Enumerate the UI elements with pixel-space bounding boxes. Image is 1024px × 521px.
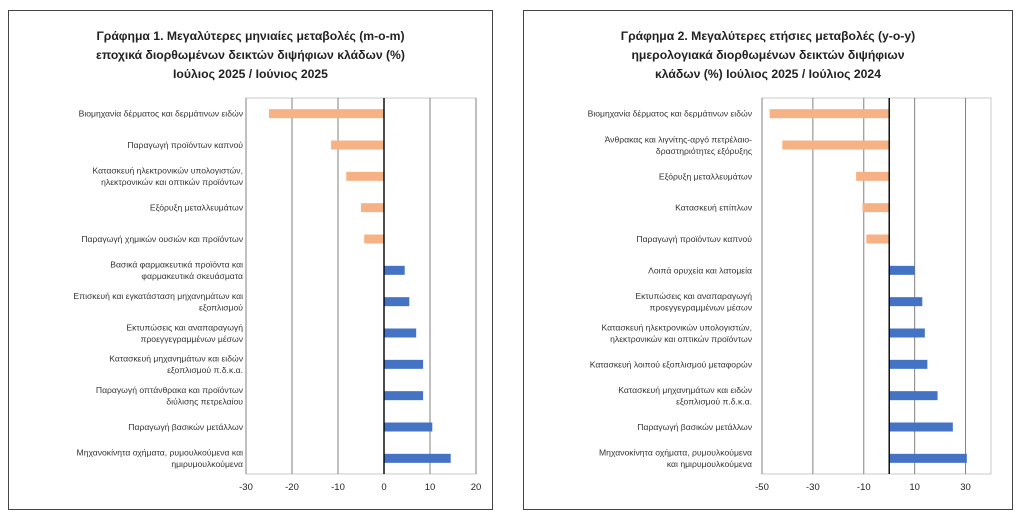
x-tick-label: -30 (239, 482, 253, 493)
x-tick-label: 30 (960, 482, 971, 493)
category-label-line: ημιρυμουλκούμενα (171, 459, 243, 470)
category-label-line: φαρμακευτικά σκευάσματα (141, 271, 243, 282)
category-label (110, 260, 243, 282)
bar (889, 266, 914, 275)
category-label-line: διύλισης πετρελαίου (166, 396, 243, 407)
category-label (128, 422, 243, 432)
chart-2-title-line: Γράφημα 2. Μεγαλύτερες ετήσιες μεταβολές (y-o-y) (620, 29, 916, 43)
category-label (605, 134, 753, 156)
category-label (96, 385, 243, 407)
category-label (637, 422, 752, 432)
category-label-line: Εκτυπώσεις και αναπαραγωγή (126, 322, 243, 333)
category-label (81, 234, 243, 244)
category-label-line: Κατασκευή λοιπού εξοπλισμού μεταφορών (589, 359, 752, 370)
category-label-line: Εξόρυξη μεταλλευμάτων (149, 202, 243, 213)
bar (889, 329, 925, 338)
category-label-line: Κατασκευή ηλεκτρονικών υπολογιστών, (601, 322, 752, 333)
category-label-line: Παραγωγή οπτάνθρακα και προϊόντων (95, 384, 243, 395)
bar (346, 172, 384, 181)
category-label-line: Κατασκευή επίπλων (675, 202, 752, 213)
category-label-line: Μηχανοκίνητα οχήματα, ρυμουλκούμενα (599, 447, 752, 458)
category-label-line: εξοπλισμού π.δ.κ.α. (167, 365, 243, 376)
bar (889, 391, 937, 400)
x-tick-label: -10 (331, 482, 345, 493)
category-label-line: Κατασκευή μηχανημάτων και ειδών (618, 384, 752, 395)
category-label (150, 203, 243, 213)
bar (889, 423, 953, 432)
bar (331, 141, 384, 150)
plot-area (762, 98, 991, 474)
x-tick-label: -10 (856, 482, 871, 493)
category-label-line: εξοπλισμού (199, 302, 243, 313)
bar (770, 109, 890, 118)
category-label-line: Εξόρυξη μεταλλευμάτων (658, 171, 752, 182)
bar (384, 360, 423, 369)
x-tick-label: -30 (806, 482, 820, 493)
bar (866, 235, 889, 244)
bar (384, 266, 405, 275)
category-label (636, 234, 752, 244)
category-label-line: Βασικά φαρμακευτικά προϊόντα και (110, 259, 243, 270)
x-tick-label: 10 (424, 482, 436, 493)
bar (856, 172, 889, 181)
category-label (648, 265, 752, 275)
category-label-line: Κατασκευή μηχανημάτων και ειδών (109, 353, 243, 364)
category-label-line: εξοπλισμού π.δ.κ.α. (676, 396, 752, 407)
bar (384, 329, 416, 338)
category-label (635, 291, 752, 313)
category-label (79, 109, 243, 119)
plot-area (246, 98, 476, 474)
category-label-line: Εκτυπώσεις και αναπαραγωγή (635, 290, 752, 301)
category-label-line: Παραγωγή προϊόντων καπνού (127, 140, 243, 150)
category-label (599, 448, 752, 470)
category-label-line: και ημιρυμουλκούμενα (666, 459, 752, 470)
bar (889, 297, 922, 306)
category-label-line: προεγγεγραμμένων μέσων (649, 302, 752, 313)
category-label-line: Βιομηχανία δέρματος και δερμάτινων ειδών (78, 108, 243, 119)
category-label-line: Κατασκευή ηλεκτρονικών υπολογιστών, (92, 165, 243, 176)
category-label-line: Παραγωγή βασικών μετάλλων (128, 422, 243, 432)
bar (364, 235, 384, 244)
chart-panel-1 (8, 10, 493, 510)
x-tick-label: 10 (909, 482, 920, 493)
category-label-line: Επισκευή και εγκατάσταση μηχανημάτων και (73, 290, 243, 301)
category-label (126, 322, 243, 344)
category-label (618, 385, 752, 407)
category-label-line: Παραγωγή προϊόντων καπνού (636, 234, 752, 244)
category-label (73, 291, 243, 313)
x-tick-label: -50 (755, 482, 769, 493)
bar (863, 203, 890, 212)
category-label (659, 171, 752, 181)
chart-1-plot (9, 11, 494, 511)
bar (384, 297, 409, 306)
chart-2-plot (524, 11, 1014, 511)
category-label (588, 109, 752, 119)
chart-1-title-line: εποχικά διορθωμένων δεικτών διψήφιων κλάδων (%) (96, 48, 405, 62)
category-label (127, 140, 243, 150)
bar (361, 203, 384, 212)
category-label (675, 203, 752, 213)
category-label-line: προεγγεγραμμένων μέσων (140, 333, 243, 344)
bar (384, 454, 451, 463)
category-label-line: ηλεκτρονικών και οπτικών προϊόντων (610, 333, 752, 344)
bar (269, 109, 384, 118)
chart-2-title-line: ημερολογιακά διορθωμένων δεικτών διψήφιων (631, 48, 905, 62)
x-tick-label: -20 (285, 482, 299, 493)
category-label (602, 322, 752, 344)
category-label-line: Λοιπά ορυχεία και λατομεία (648, 265, 752, 276)
bar (889, 360, 927, 369)
category-label (590, 359, 752, 369)
chart-1-title-line: Γράφημα 1. Μεγαλύτερες μηνιαίες μεταβολές (m-o-m) (96, 29, 405, 43)
category-label-line: Παραγωγή βασικών μετάλλων (637, 422, 752, 432)
category-label-line: ηλεκτρονικών και οπτικών προϊόντων (101, 177, 243, 188)
category-label (109, 354, 243, 376)
chart-1-title-line: Ιούλιος 2025 / Ιούνιος 2025 (173, 67, 328, 81)
chart-panel-2 (523, 10, 1013, 510)
category-label (93, 166, 243, 188)
bar (782, 141, 889, 150)
bar (384, 423, 432, 432)
x-tick-label: 20 (470, 482, 482, 493)
category-label-line: Άνθρακας και λιγνίτης-αργό πετρέλαιο- (604, 134, 752, 145)
chart-2-title-line: κλάδων (%) Ιούλιος 2025 / Ιούλιος 2024 (654, 67, 881, 81)
category-label-line: Βιομηχανία δέρματος και δερμάτινων ειδών (587, 108, 752, 119)
category-label-line: δραστηριότητες εξόρυξης (655, 145, 752, 156)
bar (889, 454, 967, 463)
category-label-line: Παραγωγή χημικών ουσιών και προϊόντων (81, 234, 243, 244)
bar (384, 391, 423, 400)
category-label (77, 448, 244, 470)
category-label-line: Μηχανοκίνητα οχήματα, ρυμουλκούμενα και (76, 447, 243, 458)
x-tick-label: 0 (381, 482, 387, 493)
